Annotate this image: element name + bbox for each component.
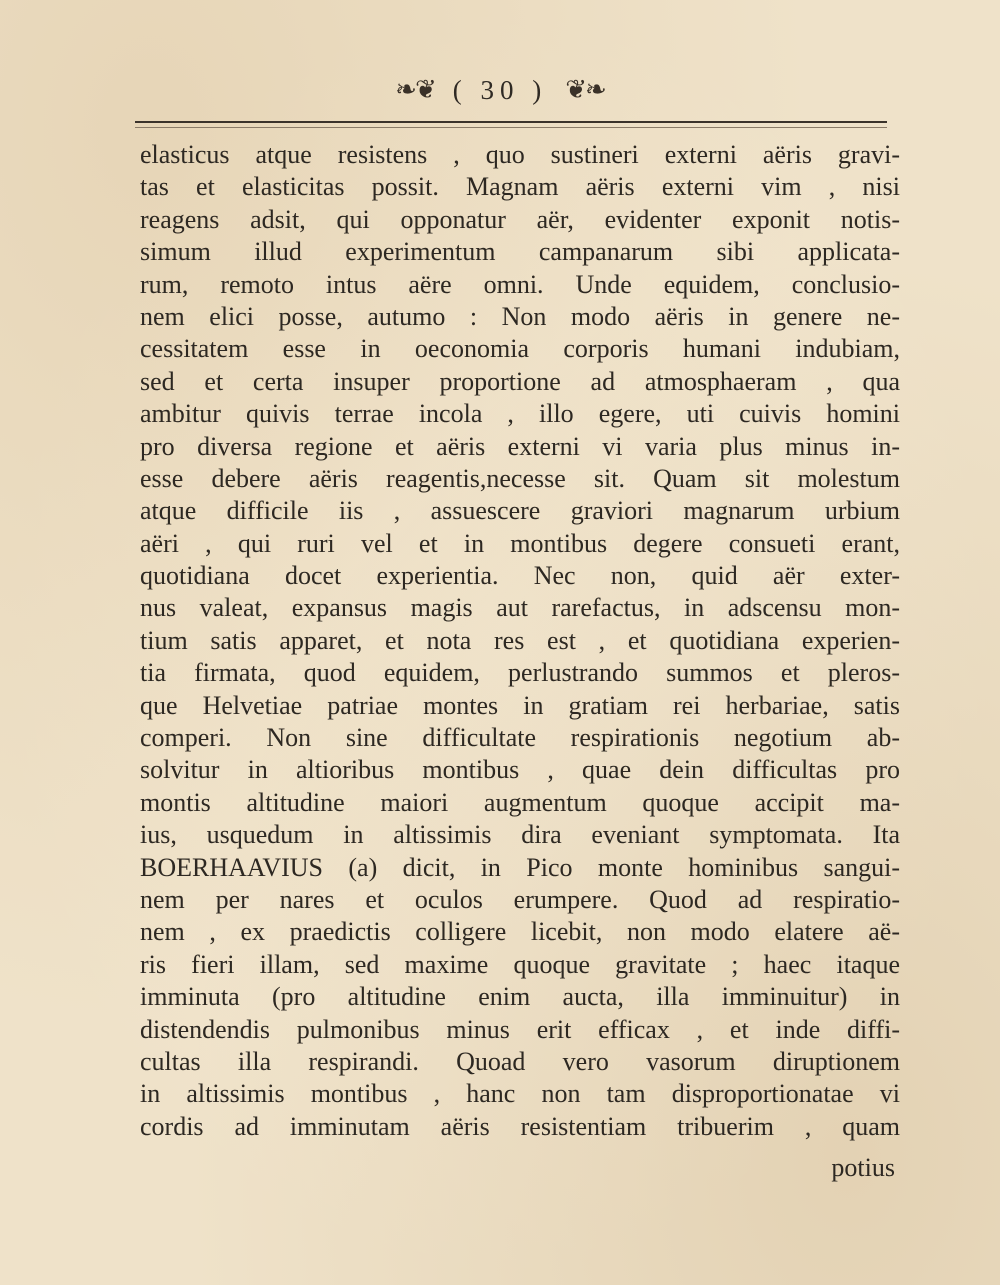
text-line: aëri , qui ruri vel et in montibus degere consueti erant,	[140, 528, 900, 558]
text-line: que Helvetiae patriae montes in gratiam rei herbariae, satis	[140, 690, 900, 720]
text-line: distendendis pulmonibus minus erit efficax , et inde diffi-	[140, 1014, 900, 1044]
text-line: cessitatem esse in oeconomia corporis humani indubiam,	[140, 334, 900, 364]
catchword: potius	[831, 1153, 895, 1182]
header-rule	[135, 121, 887, 123]
text-line: nem , ex praedictis colligere licebit, non modo elatere aë-	[140, 917, 900, 947]
text-line: imminuta (pro altitudine enim aucta, illa imminuitur) in	[140, 982, 900, 1012]
text-line: rum, remoto intus aëre omni. Unde equidem, conclusio-	[140, 269, 900, 299]
text-line: elasticus atque resistens , quo sustineri externi aëris gravi-	[140, 140, 900, 169]
body-text	[140, 139, 900, 1143]
text-line: tas et elasticitas possit. Magnam aëris externi vim , nisi	[140, 172, 900, 202]
left-ornament-icon: ❧❦	[395, 75, 435, 105]
text-line: sed et certa insuper proportione ad atmosphaeram , qua	[140, 366, 900, 396]
text-line: simum illud experimentum campanarum sibi applicata-	[140, 237, 900, 267]
text-line: montis altitudine maiori augmentum quoque accipit ma-	[140, 787, 900, 817]
text-line: ius, usquedum in altissimis dira eveniant symptomata. Ita	[140, 820, 900, 850]
text-line: tium satis apparet, et nota res est , et quotidiana experien-	[140, 625, 900, 655]
running-header	[0, 70, 1000, 110]
text-line: esse debere aëris reagentis,necesse sit. Quam sit molestum	[140, 463, 900, 493]
text-line: atque difficile iis , assuescere graviori magnarum urbium	[140, 496, 900, 526]
text-line: reagens adsit, qui opponatur aër, evidenter exponit notis-	[140, 204, 900, 234]
text-line: solvitur in altioribus montibus , quae dein difficultas pro	[140, 755, 900, 785]
right-ornament-icon: ❦❧	[565, 75, 605, 105]
text-line: nus valeat, expansus magis aut rarefactus, in adscensu mon-	[140, 593, 900, 623]
text-line: comperi. Non sine difficultate respirationis negotium ab-	[140, 723, 900, 753]
text-line: ambitur quivis terrae incola , illo egere, uti cuivis homini	[140, 399, 900, 429]
text-line: nem elici posse, autumo : Non modo aëris in genere ne-	[140, 301, 900, 331]
text-line: tia firmata, quod equidem, perlustrando summos et pleros-	[140, 658, 900, 688]
text-line: nem per nares et oculos erumpere. Quod ad respiratio-	[140, 884, 900, 914]
text-line: cordis ad imminutam aëris resistentiam tribuerim , quam	[140, 1111, 900, 1141]
text-line: cultas illa respirandi. Quoad vero vasorum diruptionem	[140, 1046, 900, 1076]
text-line: pro diversa regione et aëris externi vi varia plus minus in-	[140, 431, 900, 461]
page-number: ( 30 )	[452, 74, 548, 105]
text-line: ris fieri illam, sed maxime quoque gravitate ; haec itaque	[140, 949, 900, 979]
text-line: in altissimis montibus , hanc non tam disproportionatae vi	[140, 1079, 900, 1109]
text-line: BOERHAAVIUS (a) dicit, in Pico monte hominibus sangui-	[140, 852, 900, 882]
text-line: quotidiana docet experientia. Nec non, quid aër exter-	[140, 561, 900, 591]
